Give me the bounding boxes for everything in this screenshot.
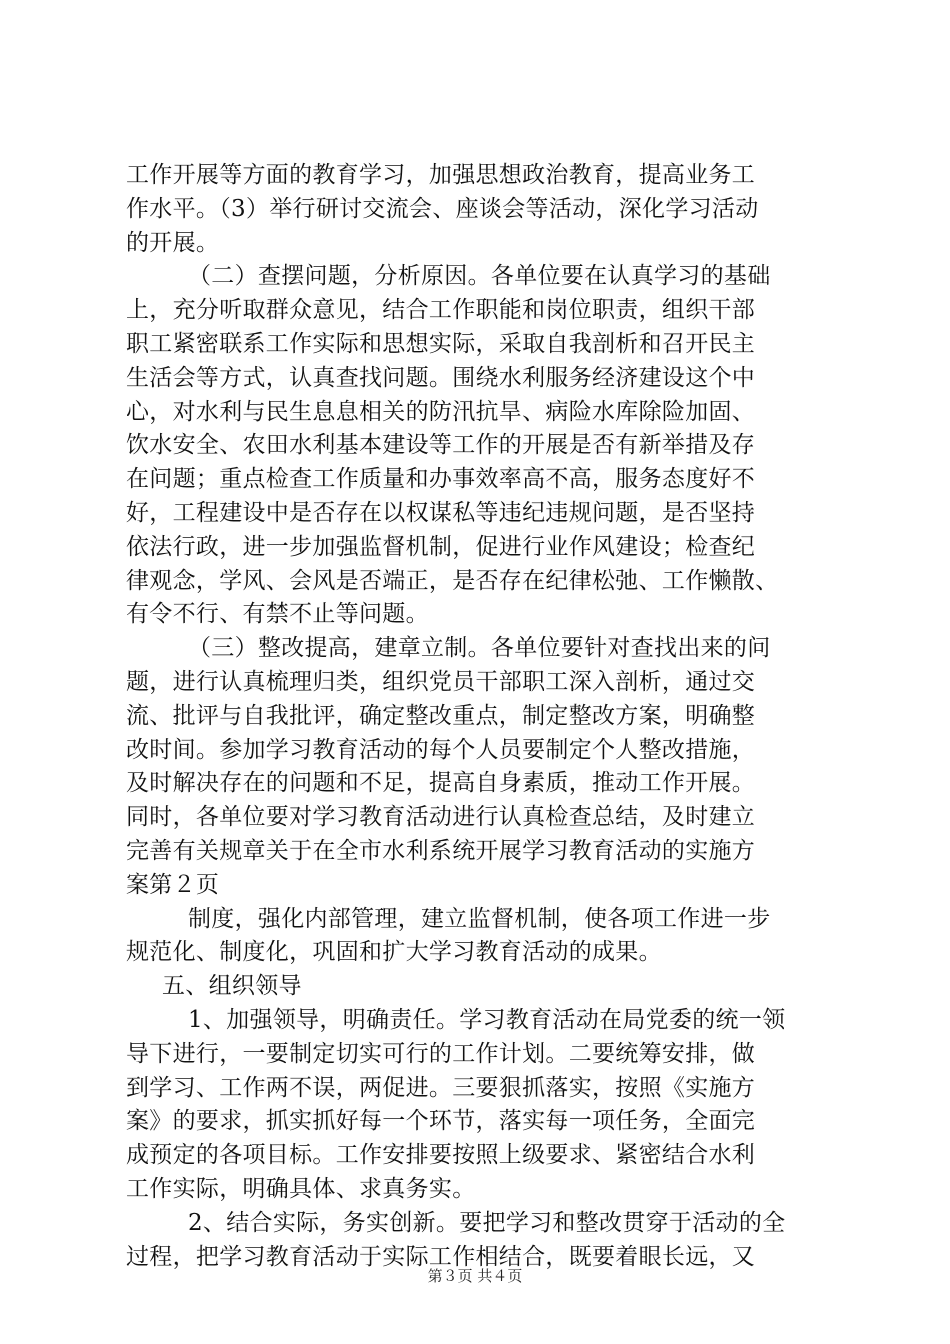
text-line: 工作开展等方面的教育学习，加强思想政治教育，提高业务工 xyxy=(126,162,756,188)
text-line: 题，进行认真梳理归类，组织党员干部职工深入剖析，通过交 xyxy=(126,668,756,695)
text-line: 律观念，学风、会风是否端正，是否存在纪律松弛、工作懒散、 xyxy=(126,567,779,594)
text-line: 案第２页 xyxy=(126,871,220,898)
text-line: 作水平。（3）举行研讨交流会、座谈会等活动，深化学习活动 xyxy=(126,195,759,222)
text-line: （三）整改提高，建章立制。各单位要针对查找出来的问 xyxy=(188,635,771,662)
text-line: 及时解决存在的问题和不足，提高自身素质，推动工作开展。 xyxy=(126,770,756,797)
text-line: 心，对水利与民生息息相关的防汛抗旱、病险水库除险加固、 xyxy=(126,398,756,425)
text-line: 完善有关规章关于在全市水利系统开展学习教育活动的实施方 xyxy=(126,837,756,864)
text-line: （二）查摆问题，分析原因。各单位要在认真学习的基础 xyxy=(188,263,771,290)
text-line: 案》的要求，抓实抓好每一个环节，落实每一项任务，全面完 xyxy=(126,1108,756,1135)
text-line: 上，充分听取群众意见，结合工作职能和岗位职责，组织干部 xyxy=(126,297,756,324)
text-line: 到学习、工作两不误，两促进。三要狠抓落实，按照《实施方 xyxy=(126,1074,756,1101)
text-line: 的开展。 xyxy=(126,229,220,256)
text-line: 生活会等方式，认真查找问题。围绕水利服务经济建设这个中 xyxy=(126,364,756,391)
text-line: 依法行政，进一步加强监督机制，促进行业作风建设；检查纪 xyxy=(126,533,756,560)
text-line: 工作实际，明确具体、求真务实。 xyxy=(126,1175,476,1202)
page-footer: 第３页 共４页 xyxy=(427,1267,523,1285)
text-line: 制度，强化内部管理，建立监督机制，使各项工作进一步 xyxy=(188,905,771,932)
text-line: 饮水安全、农田水利基本建设等工作的开展是否有新举措及存 xyxy=(126,432,756,459)
text-line: 规范化、制度化，巩固和扩大学习教育活动的成果。 xyxy=(126,939,662,966)
text-line: 改时间。参加学习教育活动的每个人员要制定个人整改措施， xyxy=(126,736,756,763)
text-line: 职工紧密联系工作实际和思想实际，采取自我剖析和召开民主 xyxy=(126,330,756,357)
text-line: 导下进行，一要制定切实可行的工作计划。二要统筹安排，做 xyxy=(126,1040,756,1067)
text-line: 1、加强领导，明确责任。学习教育活动在局党委的统一领 xyxy=(188,1006,786,1033)
text-line: 过程，把学习教育活动于实际工作相结合，既要着眼长远，又 xyxy=(126,1243,756,1270)
text-line: 同时，各单位要对学习教育活动进行认真检查总结，及时建立 xyxy=(126,804,756,831)
text-line: 在问题；重点检查工作质量和办事效率高不高，服务态度好不 xyxy=(126,466,756,493)
text-line: 好，工程建设中是否存在以权谋私等违纪违规问题，是否坚持 xyxy=(126,499,756,526)
text-line: 有令不行、有禁不止等问题。 xyxy=(126,601,429,628)
text-line: 成预定的各项目标。工作安排要按照上级要求、紧密结合水利 xyxy=(126,1142,756,1169)
document-body xyxy=(126,159,856,1274)
text-line: 五、组织领导 xyxy=(162,973,302,1000)
text-line: 流、批评与自我批评，确定整改重点，制定整改方案，明确整 xyxy=(126,702,756,729)
text-line: 2、结合实际，务实创新。要把学习和整改贯穿于活动的全 xyxy=(188,1209,786,1236)
